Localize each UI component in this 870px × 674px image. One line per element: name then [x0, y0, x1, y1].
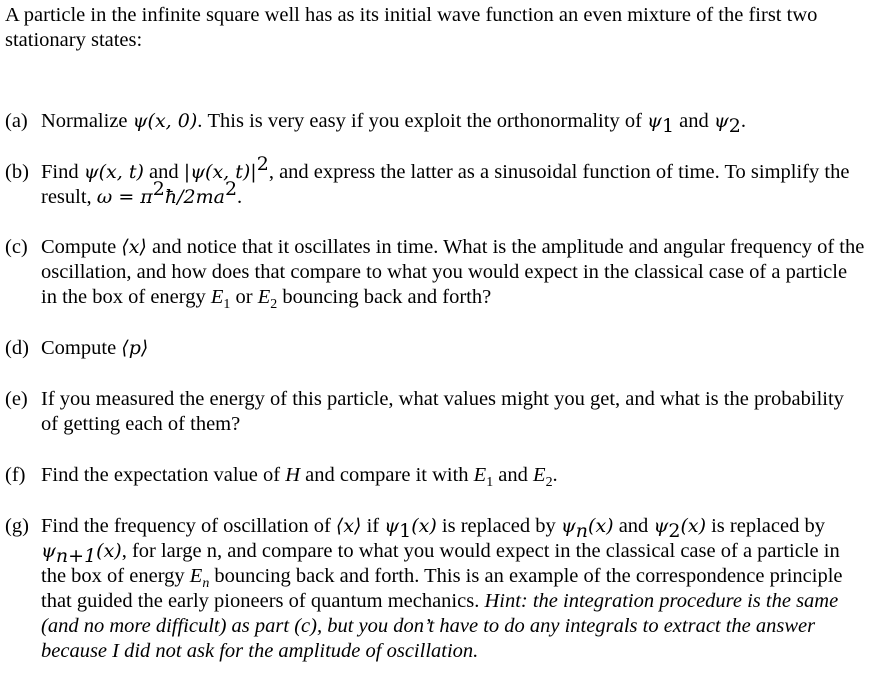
part-b: (b) Find ψ(x, t) and |ψ(x, $t)|^2$, and express the latter as a sinusoidal function of time. To simplify the result, $\omega = \pi^2ħ/2ma^2$. — [5, 153, 850, 208]
part-c: (c) Compute ⟨x⟩ and notice that it oscillates in time. What is the amplitude and angular frequency of the oscillation, and how does that compare to what you would expect in the classical case of a particle in the box of energy $E_1$ or $E_2$ bouncing back and forth? — [5, 236, 865, 313]
problem-intro: A particle in the infinite square well has as its initial wave function an even mixture of the first two stationary states: — [5, 4, 818, 51]
problem-page — [5, 3, 865, 664]
part-g-label: (g) — [5, 515, 29, 537]
part-b-label: (b) — [5, 161, 29, 183]
part-f-label: (f) — [5, 464, 26, 486]
part-c-label: (c) — [5, 236, 28, 258]
psi-x-0: ψ(x, 0) — [132, 110, 198, 132]
part-e-label: (e) — [5, 388, 28, 410]
part-d-label: (d) — [5, 337, 29, 359]
part-d: (d) Compute ⟨p⟩ — [5, 337, 149, 359]
part-e: (e) If you measured the energy of this particle, what values might you get, and what is the probability of getting each of them? — [5, 388, 844, 435]
part-a: (a) Normalize ψ(x, 0). This is very easy if you exploit the orthonormality of $\psi_1$ and $\psi_2$. — [5, 110, 747, 138]
hint-text: Hint: the integration procedure is the same (and no more difficult) as part (c), but you don’t have to do any integrals to extract the answer because I did not ask for the amplitude of oscillation. — [41, 590, 839, 662]
part-f: (f) Find the expectation value of H and compare it with $E_1$ and $E_2$. — [5, 464, 558, 491]
part-g: (g) Find the frequency of oscillation of ⟨x⟩ if $\psi_1(x)$ is replaced by $\psi_n(x)$ and $\psi_2(x)$ is replaced by $\psi_{n+1}(x)$, for large n, and compare to what you would expect in the classical case of a particle in the box of energy $E_n$ bouncing back and forth. This is an example of the correspondence principle that guided the early pioneers of quantum mechanics. Hint: the integration procedure is the same (and no more difficult) as part (c), but you don’t have to do any integrals to extract the answer because I did not ask for the amplitude of oscillation. — [5, 515, 843, 662]
part-a-label: (a) — [5, 110, 28, 132]
